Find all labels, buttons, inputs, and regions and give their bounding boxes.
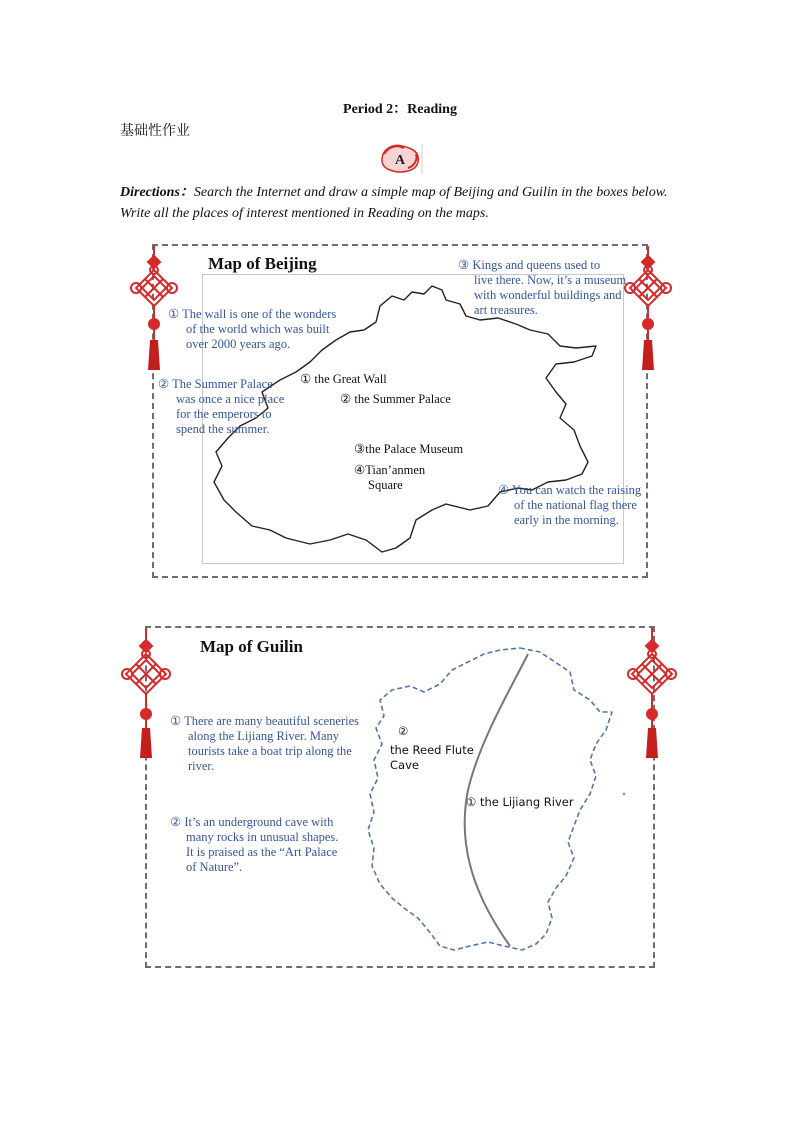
note-reed-flute-cave: ② It’s an underground cave with many rocks in unusual shapes. It is praised as the “Art Palace of Nature”. xyxy=(170,815,339,874)
chinese-knot-icon xyxy=(130,246,178,372)
note-lijiang-river: ① There are many beautiful sceneries along the Lijiang River. Many tourists take a boat trip along the river. xyxy=(170,714,360,773)
place-palace-museum: ③the Palace Museum xyxy=(354,442,464,456)
note-summer-palace: ② The Summer Palace was once a nice place for the emperors to spend the summer. xyxy=(158,377,285,436)
chinese-knot-icon xyxy=(122,628,170,760)
section-subtitle: 基础性作业 xyxy=(120,123,190,139)
note-tiananmen: ④ You can watch the raising of the national flag there early in the morning. xyxy=(498,483,642,527)
note-palace-museum: ③ Kings and queens used to live there. Now, it’s a museum with wonderful buildings and art treasures. xyxy=(458,258,627,317)
beijing-map-title: Map of Beijing xyxy=(208,254,317,273)
guilin-map-title: Map of Guilin xyxy=(200,637,303,656)
directions-text: Search the Internet and draw a simple map of Beijing and Guilin in the boxes below. Write all the places of interest mentioned in Reading on the maps. xyxy=(120,185,668,221)
note-great-wall: ① The wall is one of the wonders of the world which was built over 2000 years ago. xyxy=(168,307,337,351)
place-reed-flute-cave: ② the Reed Flute Cave xyxy=(390,724,474,772)
place-tiananmen-square: ④Tian’anmen Square xyxy=(354,463,426,492)
place-lijiang-river: ① the Lijiang River xyxy=(466,795,574,809)
directions-label: Directions： xyxy=(120,185,194,200)
chinese-knot-icon xyxy=(624,246,672,372)
place-summer-palace: ② the Summer Palace xyxy=(340,392,451,406)
place-great-wall: ① the Great Wall xyxy=(300,372,387,386)
page-title: Period 2：Reading xyxy=(343,102,457,117)
badge-letter: A xyxy=(394,153,406,168)
chinese-knot-icon xyxy=(628,628,676,760)
